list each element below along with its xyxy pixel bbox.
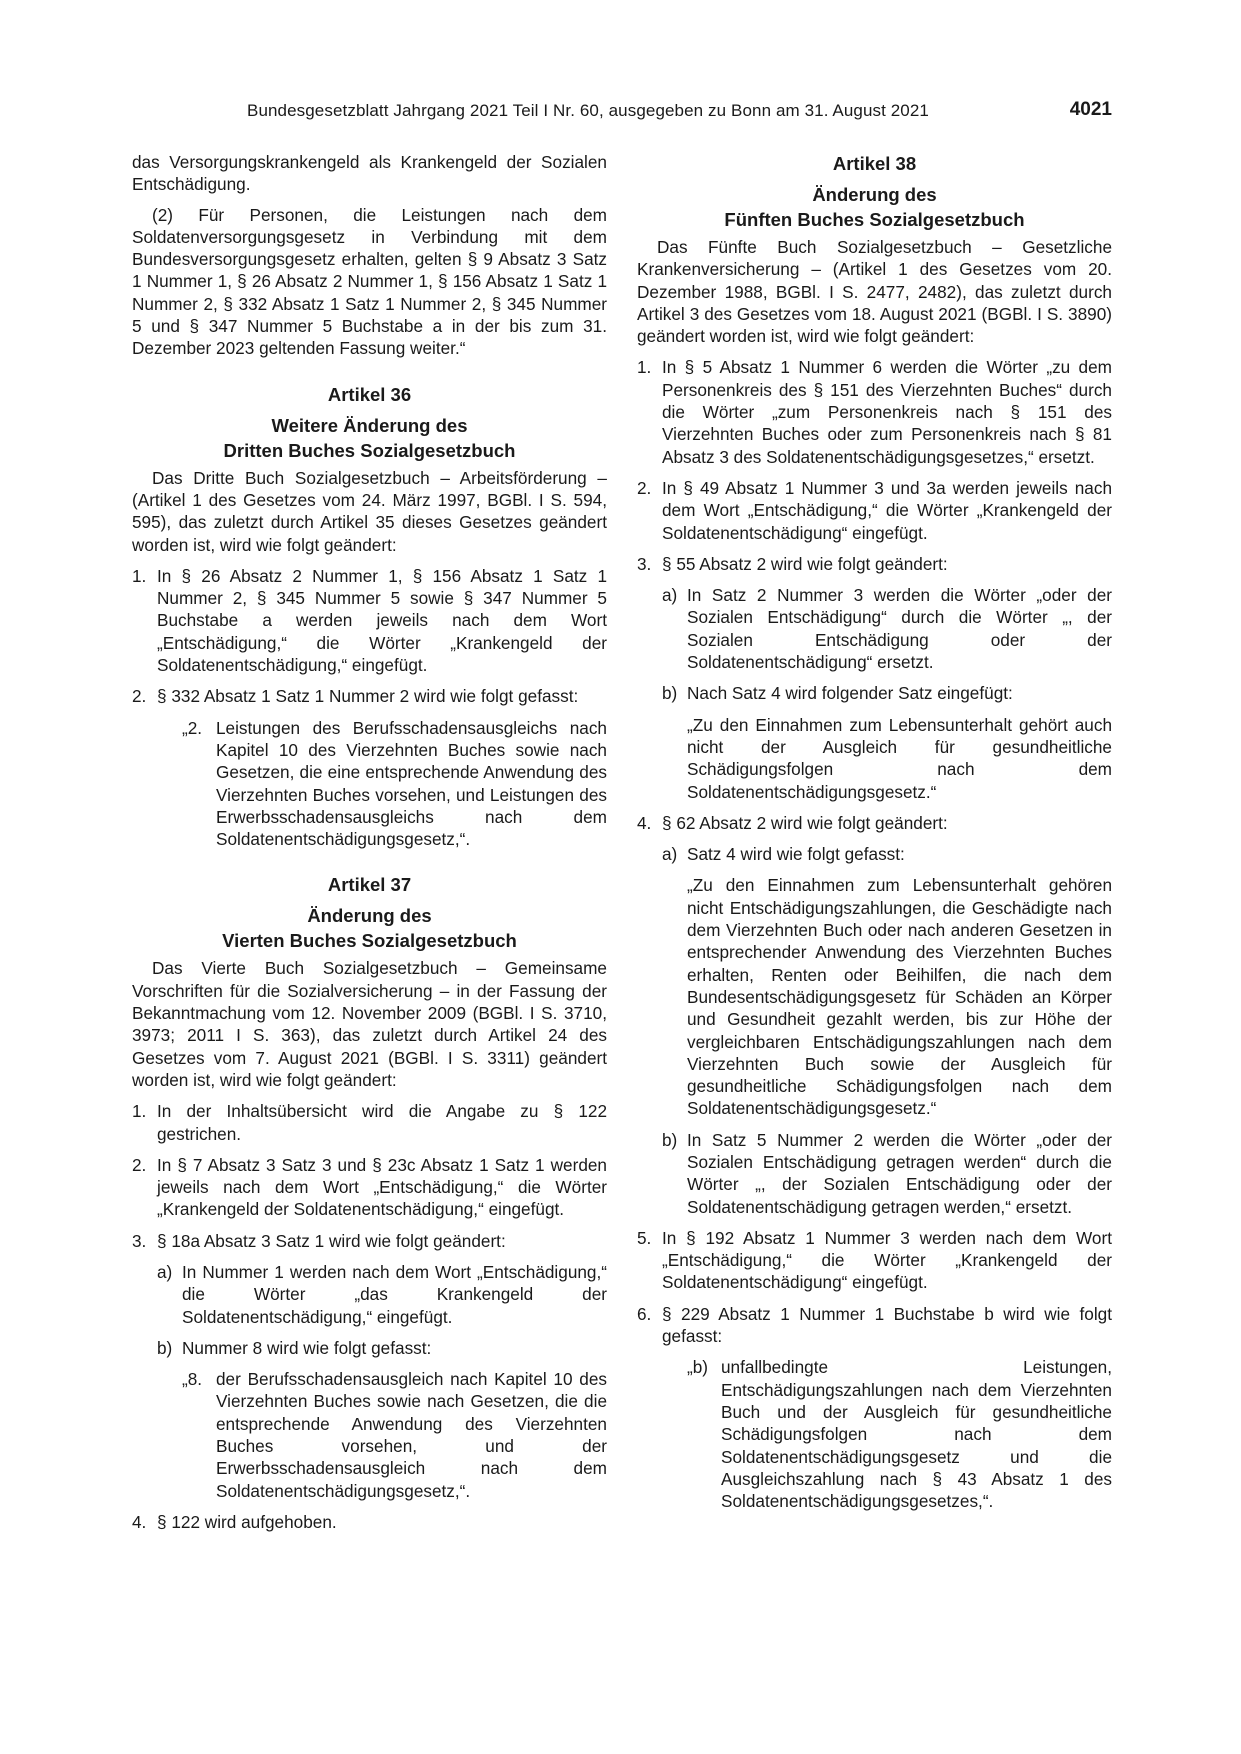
article-38-title-1: Änderung des [812,184,937,205]
list-item: 3. § 18a Absatz 3 Satz 1 wird wie folgt geändert: [132,1230,506,1251]
quoted-sentence: „Zu den Einnahmen zum Lebensunterhalt gehören nicht Entschädigungszahlungen, die Geschädigte nach dem Vierzehnten Buch oder nach anderen Gesetzen in entsprechender Anwendung des Vierzehnten Buches erhalten, Renten oder Beihilfen, die nach dem Bundesentschädigungsgesetz für Schäden an Körper und Gesundheit gezahlt werden, bis zur Höhe der vergleichbaren Entschädigungszahlungen nach dem Vierzehnten Buch sowie der Ausgleich für gesundheitliche Schädigungsfolgen nach dem Soldatenentschädigungsgesetz.“ [687,875,1112,1119]
quoted-item: „2. Leistungen des Berufsschadensausgleichs nach Kapitel 10 des Vierzehnten Buches sowie nach Gesetzen, die eine entsprechende Anwendung des Vierzehnten Buches vorsehen, und Leistungen des Erwerbsschadensausgleichs nach dem Soldatenentschädigungsgesetz,“. [182,717,607,850]
list-item: 2. In § 7 Absatz 3 Satz 3 und § 23c Absatz 1 Satz 1 werden jeweils nach dem Wort „Entschädigung,“ die Wörter „Krankengeld der Soldatenentschädigung,“ eingefügt. [132,1154,607,1220]
sub-item: a) Satz 4 wird wie folgt gefasst: [662,844,905,865]
article-36-title-2: Dritten Buches Sozialgesetzbuch [223,439,516,461]
article-36-number: Artikel 36 [327,383,412,405]
list-item: 1. In § 26 Absatz 2 Nummer 1, § 156 Absatz 1 Satz 1 Nummer 2, § 345 Nummer 5 sowie § 347 Nummer 5 Buchstabe a werden jeweils nach dem Wort „Entschädigung,“ die Wörter „Krankengeld der Soldatenentschädigung,“ eingefügt. [132,565,607,676]
page-number: 4021 [1069,99,1112,120]
article-38-number: Artikel 38 [832,153,917,174]
article-37-title-1: Änderung des [307,905,432,927]
list-item: 1. In der Inhaltsübersicht wird die Angabe zu § 122 gestrichen. [132,1101,607,1144]
article-37-title-2: Vierten Buches Sozialgesetzbuch [222,930,517,952]
list-item: 2. § 332 Absatz 1 Satz 1 Nummer 2 wird wie folgt gefasst: [132,686,579,707]
right-column [637,151,1112,1512]
list-item: 1. In § 5 Absatz 1 Nummer 6 werden die Wörter „zu dem Personenkreis des § 151 des Vierzehnten Buches“ durch die Wörter „zum Personenkreis nach § 151 des Vierzehnten Buches oder zum Personenkreis nach § 81 Absatz 3 des Soldatenentschädigungsgesetzes,“ ersetzt. [637,357,1112,467]
list-item: 4. § 122 wird aufgehoben. [132,1511,337,1532]
list-item: 4. § 62 Absatz 2 wird wie folgt geändert: [637,812,948,833]
article-37-number: Artikel 37 [327,874,412,896]
sub-item: b) Nach Satz 4 wird folgender Satz eingefügt: [662,683,1013,704]
list-item: 6. § 229 Absatz 1 Nummer 1 Buchstabe b wird wie folgt gefasst: [637,1303,1112,1347]
paragraph-2: (2) Für Personen, die Leistungen nach dem Soldatenversorgungsgesetz in Verbindung mit dem Bundesversorgungsgesetz erhalten, gelten § 9 Absatz 3 Satz 1 Nummer 1, § 26 Absatz 2 Nummer 1, § 156 Absatz 1 Satz 1 Nummer 2, § 332 Absatz 1 Satz 1 Nummer 2, § 345 Nummer 5 und § 347 Nummer 5 Buchstabe a in der bis zum 31. Dezember 2023 geltenden Fassung weiter.“ [132,204,607,359]
running-header: Bundesgesetzblatt Jahrgang 2021 Teil I Nr. 60, ausgegeben zu Bonn am 31. August 2021 [247,101,929,120]
article-38-intro: Das Fünfte Buch Sozialgesetzbuch – Gesetzliche Krankenversicherung – (Artikel 1 des Gesetzes vom 20. Dezember 1988, BGBl. I S. 2477, 2482), das zuletzt durch Artikel 3 des Gesetzes vom 18. August 2021 (BGBl. I S. 3890) geändert worden ist, wird wie folgt geändert: [637,237,1112,347]
sub-item: a) In Satz 2 Nummer 3 werden die Wörter „oder der Sozialen Entschädigung“ durch die Wörter „, der Sozialen Entschädigung oder der Soldatenentschädigung“ ersetzt. [662,585,1112,673]
quoted-item: „b) unfallbedingte Leistungen, Entschädigungszahlungen nach dem Vierzehnten Buch und der Ausgleich für gesundheitliche Schädigungsfolgen nach dem Soldatenentschädigungsgesetz und die Ausgleichszahlung nach § 43 Absatz 1 des Soldatenentschädigungsgesetzes,“. [687,1357,1112,1512]
sub-item: b) In Satz 5 Nummer 2 werden die Wörter „oder der Sozialen Entschädigung getragen werden“ durch die Wörter „, der Sozialen Entschädigung oder der Soldatenentschädigung getragen werden,“ ersetzt. [662,1129,1112,1217]
quoted-sentence: „Zu den Einnahmen zum Lebensunterhalt gehört auch nicht der Ausgleich für gesundheitliche Schädigungsfolgen nach dem Soldatenentschädigungsgesetz.“ [687,714,1112,802]
list-item: 2. In § 49 Absatz 1 Nummer 3 und 3a werden jeweils nach dem Wort „Entschädigung,“ die Wörter „Krankengeld der Soldatenentschädigung“ eingefügt. [637,477,1112,543]
article-36-intro: Das Dritte Buch Sozialgesetzbuch – Arbeitsförderung – (Artikel 1 des Gesetzes vom 24. März 1997, BGBl. I S. 594, 595), das zuletzt durch Artikel 35 dieses Gesetzes geändert worden ist, wird wie folgt geändert: [132,467,607,555]
article-36-title-1: Weitere Änderung des [271,414,468,436]
quoted-item: „8. der Berufsschadensausgleich nach Kapitel 10 des Vierzehnten Buches sowie nach Gesetzen, die die entsprechende Anwendung des Vierzehnten Buches vorsehen, und der Erwerbsschadensausgleich nach dem Soldatenentschädigungsgesetz,“. [182,1369,607,1501]
article-38-title-2: Fünften Buches Sozialgesetzbuch [724,209,1025,230]
page-header [132,101,1112,125]
sub-item: b) Nummer 8 wird wie folgt gefasst: [157,1337,432,1358]
paragraph-continuation: das Versorgungskrankengeld als Krankengeld der Sozialen Entschädigung. [132,152,607,195]
article-37-intro: Das Vierte Buch Sozialgesetzbuch – Gemeinsame Vorschriften für die Sozialversicherung – in der Fassung der Bekanntmachung vom 12. November 2009 (BGBl. I S. 3710, 3973; 2011 I S. 363), das zuletzt durch Artikel 24 des Gesetzes vom 7. August 2021 (BGBl. I S. 3311) geändert worden ist, wird wie folgt geändert: [132,958,607,1090]
sub-item: a) In Nummer 1 werden nach dem Wort „Entschädigung,“ die Wörter „das Krankengeld der Soldatenentschädigung,“ eingefügt. [157,1261,607,1327]
list-item: 3. § 55 Absatz 2 wird wie folgt geändert: [637,553,948,574]
left-column [132,151,607,1533]
list-item: 5. In § 192 Absatz 1 Nummer 3 werden nach dem Wort „Entschädigung,“ die Wörter „Krankengeld der Soldatenentschädigung“ eingefügt. [637,1227,1112,1293]
